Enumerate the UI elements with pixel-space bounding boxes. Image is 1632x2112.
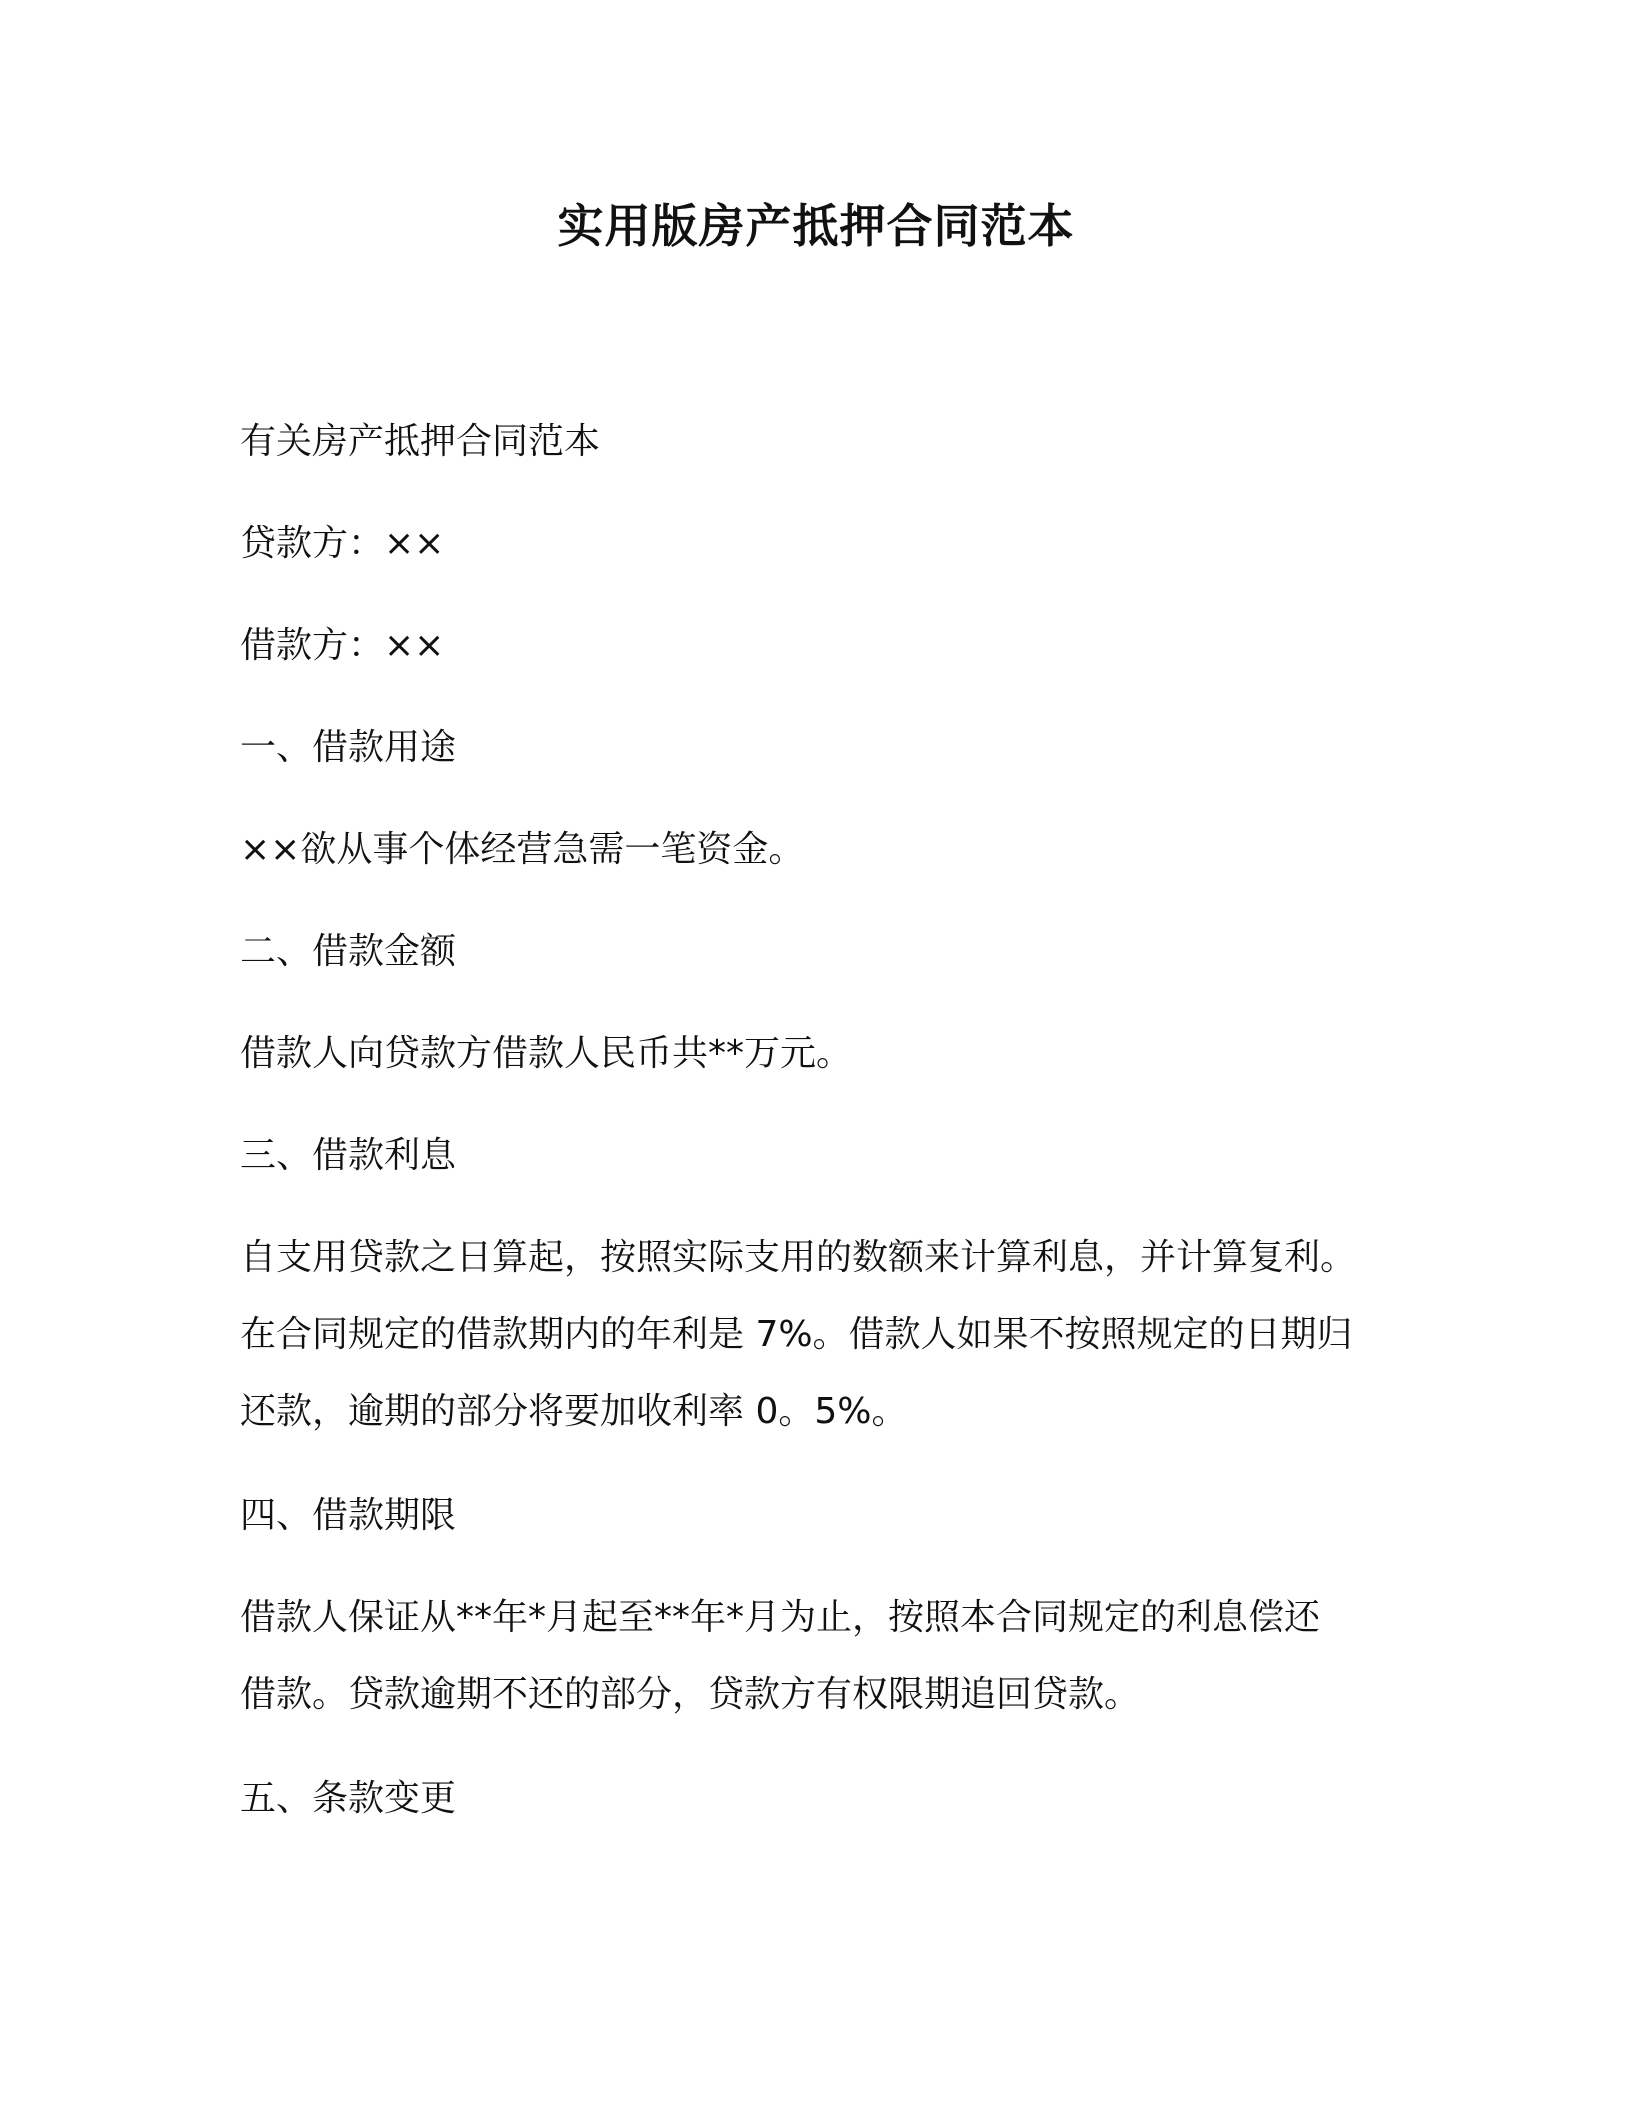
section-text-term-2: 借款。贷款逾期不还的部分，贷款方有权限期追回贷款。 [240,1674,1141,1715]
section-text-purpose: ××欲从事个体经营急需一笔资金。 [240,829,805,870]
section-heading-term: 四、借款期限 [240,1495,457,1536]
section-heading-purpose: 一、借款用途 [240,727,457,768]
section-heading-amount: 二、借款金额 [240,931,457,972]
document-title: 实用版房产抵押合同范本 [557,199,1075,253]
lender-line: 贷款方：×× [240,523,445,564]
section-text-interest-3: 还款，逾期的部分将要加收利率 0。5%。 [240,1391,908,1432]
section-text-interest-2: 在合同规定的借款期内的年利是 7%。借款人如果不按照规定的日期归 [240,1314,1353,1355]
document-subtitle: 有关房产抵押合同范本 [240,421,601,462]
section-text-interest-1: 自支用贷款之日算起，按照实际支用的数额来计算利息，并计算复利。 [240,1237,1357,1278]
section-text-term-1: 借款人保证从**年*月起至**年*月为止，按照本合同规定的利息偿还 [240,1597,1321,1638]
section-heading-interest: 三、借款利息 [240,1135,457,1176]
section-heading-changes: 五、条款变更 [240,1778,457,1819]
section-text-amount: 借款人向贷款方借款人民币共**万元。 [240,1033,853,1074]
borrower-line: 借款方：×× [240,625,445,666]
